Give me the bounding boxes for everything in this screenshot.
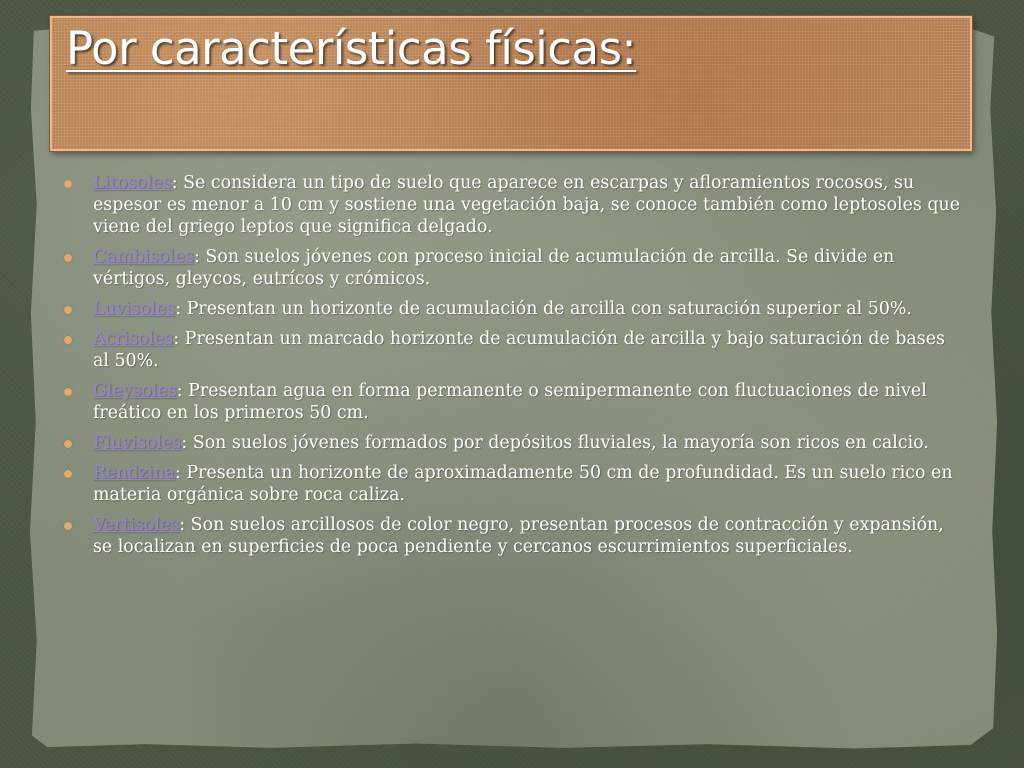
description-fluvisoles: : Son suelos jóvenes formados por depósitos fluviales, la mayoría son ricos en calcio. (181, 433, 929, 453)
link-rendzina[interactable]: Rendzina (93, 463, 176, 483)
bullet-icon (64, 522, 72, 530)
title-banner (50, 16, 972, 151)
soil-types-list (62, 172, 960, 566)
bullet-icon (64, 440, 72, 448)
description-rendzina: : Presenta un horizonte de aproximadamente 50 cm de profundidad. Es un suelo rico en materia orgánica sobre roca caliza. (93, 463, 953, 505)
bullet-icon (64, 180, 72, 188)
bullet-icon (64, 306, 72, 314)
description-luvisoles: : Presentan un horizonte de acumulación de arcilla con saturación superior al 50%. (175, 299, 912, 319)
link-vertisoles[interactable]: Vertisoles (93, 515, 180, 535)
list-item-rendzina (62, 462, 960, 506)
description-vertisoles: : Son suelos arcillosos de color negro, presentan procesos de contracción y expansión, se localizan en superficies de poca pendiente y cercanos escurrimientos superficiales. (93, 515, 944, 557)
link-luvisoles[interactable]: Luvisoles (93, 299, 176, 319)
link-acrisoles[interactable]: Acrisoles (93, 329, 174, 349)
link-fluvisoles[interactable]: Fluvisoles (93, 433, 182, 453)
list-item-cambisoles (62, 246, 960, 290)
list-item-acrisoles (62, 328, 960, 372)
bullet-icon (64, 336, 72, 344)
link-gleysoles[interactable]: Gleysoles (93, 381, 177, 401)
description-litosoles: : Se considera un tipo de suelo que aparece en escarpas y afloramientos rocosos, su espesor es menor a 10 cm y sostiene una vegetación baja, se conoce también como leptosoles que viene del griego leptos que significa delgado. (93, 173, 960, 237)
bullet-icon (64, 470, 72, 478)
list-item-gleysoles (62, 380, 960, 424)
list-item-litosoles (62, 172, 960, 238)
link-cambisoles[interactable]: Cambisoles (93, 247, 195, 267)
bullet-icon (64, 388, 72, 396)
description-gleysoles: : Presentan agua en forma permanente o semipermanente con fluctuaciones de nivel freático en los primeros 50 cm. (93, 381, 927, 423)
slide-title: Por características físicas: (66, 22, 637, 75)
bullet-icon (64, 254, 72, 262)
link-litosoles[interactable]: Litosoles (93, 173, 172, 193)
description-cambisoles: : Son suelos jóvenes con proceso inicial de acumulación de arcilla. Se divide en vértigos, gleycos, eutrícos y crómicos. (93, 247, 895, 289)
list-item-fluvisoles (62, 432, 960, 454)
list-item-luvisoles (62, 298, 960, 320)
list-item-vertisoles (62, 514, 960, 558)
description-acrisoles: : Presentan un marcado horizonte de acumulación de arcilla y bajo saturación de bases al 50%. (93, 329, 945, 371)
